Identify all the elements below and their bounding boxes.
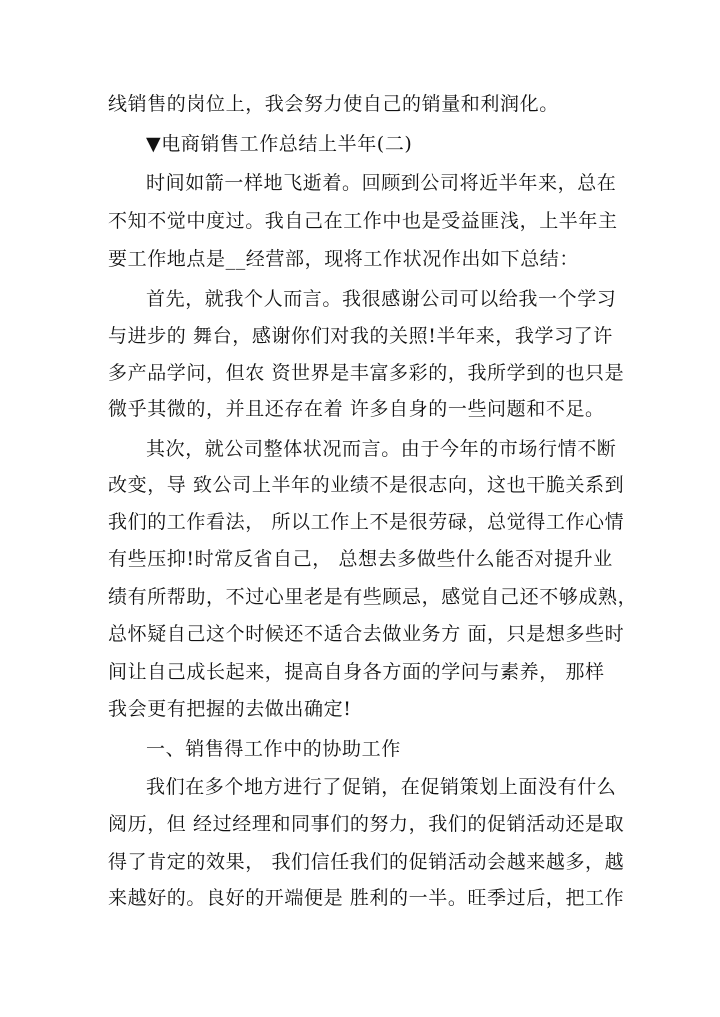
- paragraph-line: 我会更有把握的去做出确定!: [108, 698, 352, 720]
- paragraph-line: 不知不觉中度过。我自己在工作中也是受益匪浅，上半年主: [108, 210, 618, 232]
- paragraph-line: 改变，导 致公司上半年的业绩不是很志向，这也干脆关系到: [108, 474, 625, 496]
- paragraph-line: 多产品学问，但农 资世界是丰富多彩的，我所学到的也只是: [108, 362, 625, 384]
- section-heading: ▼电商销售工作总结上半年(二): [146, 133, 413, 155]
- paragraph-line: 有些压抑!时常反省自己， 总想去多做些什么能否对提升业: [108, 548, 613, 570]
- paragraph-line: 我们的工作看法， 所以工作上不是很劳碌，总觉得工作心情: [108, 511, 625, 533]
- paragraph-line: 绩有所帮助，不过心里老是有些顾忌，感觉自己还不够成熟，: [108, 586, 638, 608]
- paragraph-line: 间让自己成长起来，提高自身各方面的学问与素养， 那样: [108, 661, 605, 683]
- paragraph-line: 其次，就公司整体状况而言。由于今年的市场行情不断: [146, 438, 617, 460]
- paragraph-line: 微乎其微的，并且还存在着 许多自身的一些问题和不足。: [108, 398, 605, 420]
- body-text-line: 线销售的岗位上，我会努力使自己的销量和利润化。: [108, 93, 559, 115]
- paragraph-line: 阅历，但 经过经理和同事们的努力，我们的促销活动还是取: [108, 813, 625, 835]
- paragraph-line: 时间如箭一样地飞逝着。回顾到公司将近半年来，总在: [146, 172, 617, 194]
- paragraph-line: 首先，就我个人而言。我很感谢公司可以给我一个学习: [146, 288, 617, 310]
- paragraph-line: 我们在多个地方进行了促销，在促销策划上面没有什么: [146, 776, 617, 798]
- paragraph-line: 总怀疑自己这个时候还不适合去做业务方 面，只是想多些时: [108, 623, 625, 645]
- paragraph-line: 与进步的 舞台，感谢你们对我的关照!半年来，我学习了许: [108, 325, 613, 347]
- paragraph-line: 得了肯定的效果， 我们信任我们的促销活动会越来越多，越: [108, 851, 625, 873]
- paragraph-line: 来越好的。良好的开端便是 胜利的一半。旺季过后，把工作: [108, 887, 625, 909]
- paragraph-line: 要工作地点是__经营部，现将工作状况作出如下总结：: [108, 248, 580, 270]
- section-heading: 一、销售得工作中的协助工作: [146, 738, 401, 760]
